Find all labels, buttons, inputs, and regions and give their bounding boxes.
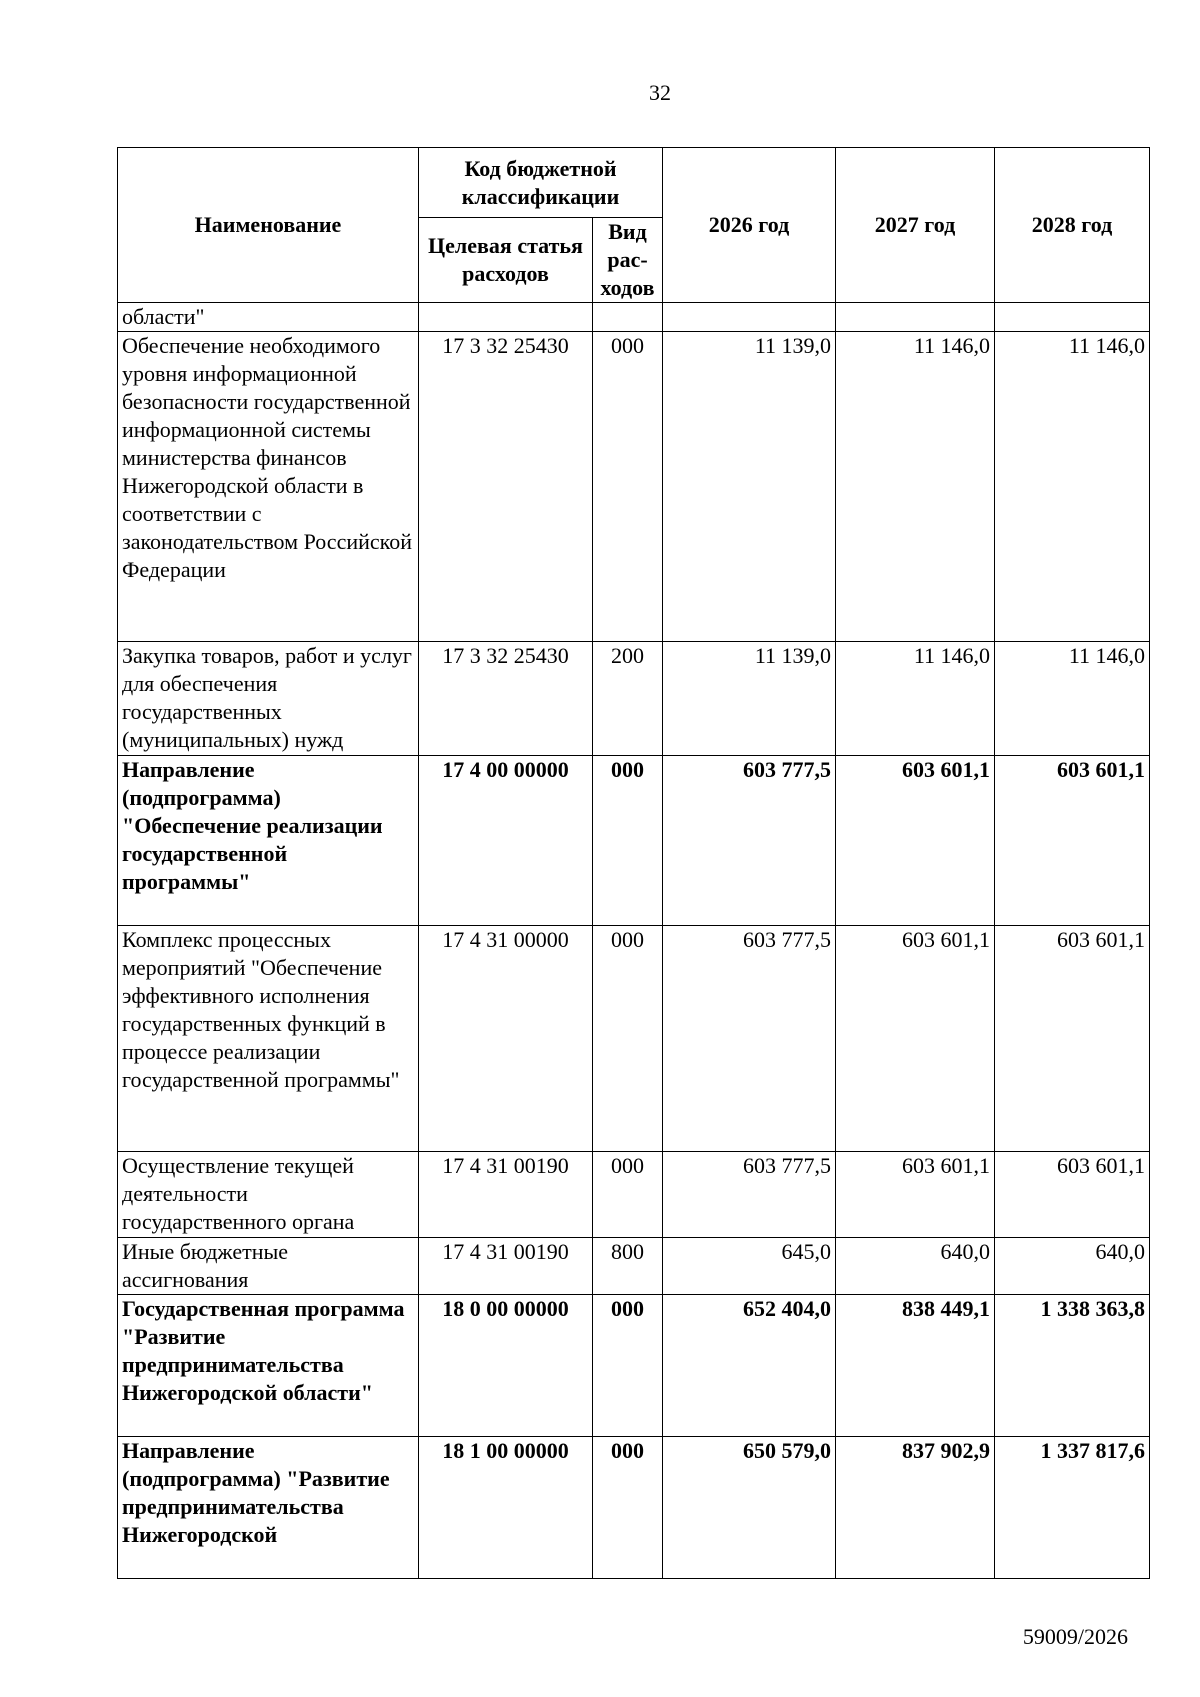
row-2028: 1 337 817,6 [995,1437,1150,1579]
header-target-article: Целевая статья расходов [419,218,593,303]
row-2026: 11 139,0 [663,642,836,756]
row-code [419,303,593,332]
table-row [118,1238,1150,1295]
row-code: 17 4 31 00000 [419,926,593,1152]
row-2028: 603 601,1 [995,926,1150,1152]
row-2027 [836,303,995,332]
table-row [118,1295,1150,1437]
row-code: 17 4 00 00000 [419,756,593,926]
row-name: Иные бюджетные ассигнования [118,1238,419,1295]
row-2028 [995,303,1150,332]
row-2027: 838 449,1 [836,1295,995,1437]
document-registration-code: 59009/2026 [1022,1624,1128,1649]
row-2027: 640,0 [836,1238,995,1295]
row-2027: 603 601,1 [836,1152,995,1238]
row-2027: 837 902,9 [836,1437,995,1579]
row-vid: 000 [593,756,663,926]
row-2026: 603 777,5 [663,756,836,926]
table-row [118,332,1150,642]
row-2026: 11 139,0 [663,332,836,642]
row-vid: 000 [593,1437,663,1579]
table-row [118,1437,1150,1579]
row-2028: 1 338 363,8 [995,1295,1150,1437]
row-vid: 000 [593,332,663,642]
row-name: Осуществление текущей деятельности государственного органа [118,1152,419,1238]
row-code: 17 4 31 00190 [419,1238,593,1295]
header-expense-type: Вид рас-ходов [593,218,663,303]
header-year-2026: 2026 год [663,148,836,303]
table-row [118,642,1150,756]
row-name: Направление (подпрограмма) "Обеспечение реализации государственной программы" [118,756,419,926]
header-code-group: Код бюджетной классификации [419,148,663,218]
row-2027: 11 146,0 [836,642,995,756]
row-name: Комплекс процессных мероприятий "Обеспечение эффективного исполнения государственных функций в процессе реализации государственной программы" [118,926,419,1152]
row-name: Закупка товаров, работ и услуг для обеспечения государственных (муниципальных) нужд [118,642,419,756]
row-2027: 11 146,0 [836,332,995,642]
header-year-2027: 2027 год [836,148,995,303]
row-code: 17 4 31 00190 [419,1152,593,1238]
row-vid: 800 [593,1238,663,1295]
row-code: 17 3 32 25430 [419,642,593,756]
row-2028: 603 601,1 [995,756,1150,926]
row-2027: 603 601,1 [836,926,995,1152]
row-vid [593,303,663,332]
header-name: Наименование [118,148,419,303]
row-code: 17 3 32 25430 [419,332,593,642]
row-2028: 11 146,0 [995,642,1150,756]
header-year-2028: 2028 год [995,148,1150,303]
row-2026: 603 777,5 [663,1152,836,1238]
row-2026: 603 777,5 [663,926,836,1152]
row-2026: 652 404,0 [663,1295,836,1437]
row-code: 18 0 00 00000 [419,1295,593,1437]
row-2028: 640,0 [995,1238,1150,1295]
row-name: Направление (подпрограмма) "Развитие предпринимательства Нижегородской [118,1437,419,1579]
row-2026: 645,0 [663,1238,836,1295]
row-2026 [663,303,836,332]
table-row [118,303,1150,332]
table-row [118,756,1150,926]
row-vid: 000 [593,926,663,1152]
row-2028: 603 601,1 [995,1152,1150,1238]
row-2028: 11 146,0 [995,332,1150,642]
page-number: 32 [649,80,671,105]
budget-table [117,147,1150,1579]
row-name: Обеспечение необходимого уровня информационной безопасности государственной информационной системы министерства финансов Нижегородской области в соответствии с законодательством Российской Федерации [118,332,419,642]
row-2026: 650 579,0 [663,1437,836,1579]
row-vid: 200 [593,642,663,756]
row-2027: 603 601,1 [836,756,995,926]
table-row [118,926,1150,1152]
table-row [118,1152,1150,1238]
row-name: Государственная программа "Развитие предпринимательства Нижегородской области" [118,1295,419,1437]
row-vid: 000 [593,1295,663,1437]
row-vid: 000 [593,1152,663,1238]
row-name: области" [118,303,419,332]
row-code: 18 1 00 00000 [419,1437,593,1579]
